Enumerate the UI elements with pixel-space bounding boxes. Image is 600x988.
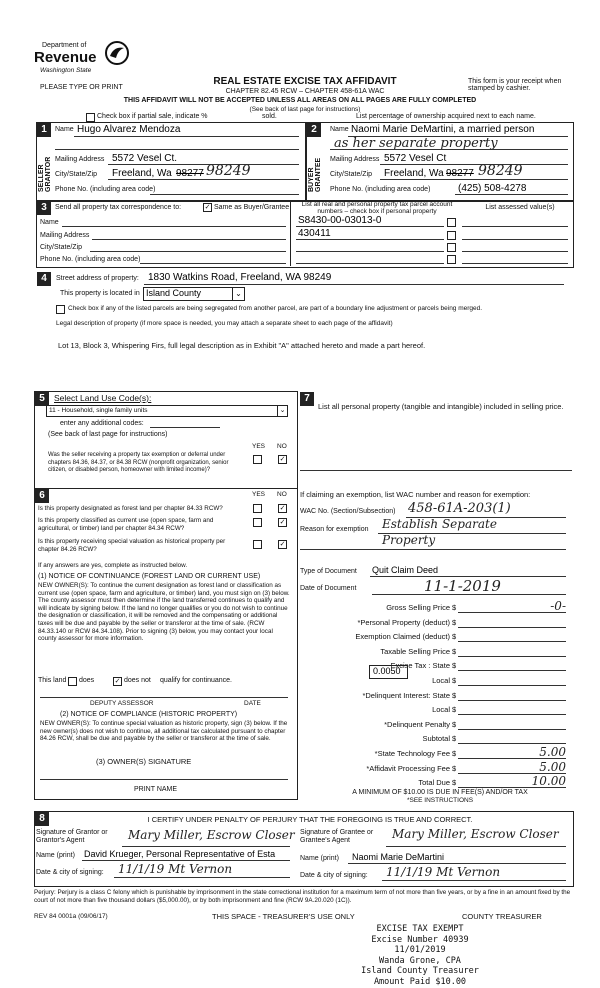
fee-row-dollar: $ bbox=[452, 691, 457, 700]
sold-label: sold. bbox=[262, 113, 277, 120]
fee-row-label: Gross Selling Price bbox=[386, 603, 450, 612]
s6-q2-yes[interactable] bbox=[253, 518, 262, 527]
deputy-date-label: DATE bbox=[244, 700, 261, 707]
form-number: REV 84 0001a (09/06/17) bbox=[34, 913, 108, 920]
s3-mailing-line bbox=[92, 239, 286, 240]
seller-name-line bbox=[74, 136, 299, 137]
s5-question: Was the seller receiving a property tax exemption or deferral under chapters 84.36, 84.37, or 84.38 RCW (nonprofit organization, senior citizen, or disabled person, homeowner with limited income)? bbox=[48, 452, 229, 473]
fee-row-dollar: $ bbox=[452, 603, 457, 612]
seller-zip-hand: 98249 bbox=[206, 163, 251, 179]
wac-label: WAC No. (Section/Subsection) bbox=[300, 508, 396, 515]
land-does-not-checkbox[interactable]: ✓ bbox=[114, 678, 121, 685]
qualify-label: qualify for continuance. bbox=[160, 677, 232, 684]
certify: I CERTIFY UNDER PENALTY OF PERJURY THAT THE FOREGOING IS TRUE AND CORRECT. bbox=[147, 815, 473, 824]
fee-row-dollar: $ bbox=[452, 734, 457, 743]
buyer-mailing-label: Mailing Address bbox=[330, 156, 380, 163]
fee-row-value[interactable]: -0- bbox=[550, 599, 566, 613]
stamp-line: EXCISE TAX EXEMPT bbox=[376, 924, 464, 934]
buyer-phone-label: Phone No. (including area code) bbox=[330, 186, 431, 193]
section-4-badge: 4 bbox=[37, 272, 51, 286]
dor-logo-icon bbox=[104, 40, 130, 66]
s6-yes: YES bbox=[252, 491, 266, 498]
fee-row-dollar: $ bbox=[452, 632, 457, 641]
grantor-sig-label: Signature of Grantor or Grantor's Agent bbox=[36, 829, 108, 844]
fee-row-dollar: $ bbox=[452, 749, 457, 758]
seller-mailing-label: Mailing Address bbox=[55, 156, 105, 163]
s6-q2: Is this property classified as current use (open space, farm and agricultural, or timber) land per chapter 84.34 RCW? bbox=[38, 517, 214, 532]
fee-row-label: Local bbox=[432, 705, 450, 714]
list-pct-label: List percentage of ownership acquired next to each name. bbox=[356, 113, 536, 120]
additional-codes-line bbox=[150, 427, 220, 428]
grantee-date-line bbox=[382, 880, 566, 881]
stamp-line: Island County Treasurer bbox=[361, 966, 479, 976]
stamp-line: Wanda Grone, CPA bbox=[379, 955, 461, 966]
fee-row-dollar: $ bbox=[452, 720, 457, 729]
not-accepted: THIS AFFIDAVIT WILL NOT BE ACCEPTED UNLESS ALL AREAS ON ALL PAGES ARE FULLY COMPLETED bbox=[123, 97, 477, 104]
reason-label: Reason for exemption bbox=[300, 526, 369, 533]
fee-row-dollar: $ bbox=[452, 764, 457, 773]
s3-city-label: City/State/Zip bbox=[40, 244, 83, 251]
s3-divider bbox=[290, 200, 291, 266]
form-title: REAL ESTATE EXCISE TAX AFFIDAVIT bbox=[213, 76, 397, 87]
land-use-select[interactable] bbox=[46, 405, 288, 417]
fee-row-line bbox=[458, 627, 566, 628]
segregated-checkbox[interactable] bbox=[56, 305, 65, 314]
owner-signature-label: (3) OWNER(S) SIGNATURE bbox=[96, 757, 192, 766]
assessed-header: List assessed value(s) bbox=[485, 204, 555, 211]
seller-city[interactable]: Freeland, Wa bbox=[112, 168, 172, 179]
s6-q1: Is this property designated as forest land per chapter 84.33 RCW? bbox=[38, 505, 223, 512]
fee-row-label: Total Due bbox=[418, 778, 450, 787]
send-label: Send all property tax correspondence to: bbox=[55, 204, 182, 211]
s3-name-label: Name bbox=[40, 219, 59, 226]
notice1-body: NEW OWNER(S): To continue the current designation as forest land or classification as current use (open space, farm and agriculture, or timber) land, you must sign on (3) below. The county assessor must then determine if the land transferred continues to qualify and will indicate by signing below. If the land no longer qualifies or you do not wish to continue the designation or classification, it will be removed and the compensating or additional taxes will be due and payable by the seller or transferor at the time of sale. (RCW 84.33.140 or RCW 84.34.108). Prior to signing (3) below, you may contact your local county assessor for more information. bbox=[38, 582, 290, 643]
s3-mailing-label: Mailing Address bbox=[40, 232, 90, 239]
chevron-down-icon: ⌄ bbox=[232, 288, 244, 300]
seller-name-line-2 bbox=[55, 149, 299, 150]
buyer-name-hand: as her separate property bbox=[334, 136, 498, 151]
buyer-name[interactable]: Naomi Marie DeMartini, a married person bbox=[351, 124, 535, 135]
assessed-line-2 bbox=[462, 239, 568, 240]
s6-if-yes: If any answers are yes, complete as instructed below. bbox=[38, 562, 188, 569]
fee-row-value[interactable]: 10.00 bbox=[531, 774, 566, 788]
land-does-label: does bbox=[79, 677, 95, 684]
grantor-sig-line bbox=[122, 846, 290, 847]
perjury-note: Perjury: Perjury is a class C felony which is punishable by imprisonment in the state correctional institution for a maximum term of not more than five years, or by a fine in an amount fixed by the court of not more than five thousand dollars ($5,000.00), or by both imprisonment and fine (RCW 9A.20.020 (1C)). bbox=[34, 889, 571, 904]
fee-row-label: Taxable Selling Price bbox=[380, 647, 450, 656]
doc-type[interactable]: Quit Claim Deed bbox=[372, 565, 439, 575]
doc-date[interactable]: 11-1-2019 bbox=[424, 577, 501, 595]
seller-vertical-label: SELLER GRANTOR bbox=[38, 156, 52, 192]
grantee-name[interactable]: Naomi Marie DeMartini bbox=[352, 852, 445, 862]
fee-row-line bbox=[458, 670, 566, 671]
parcel-line-2 bbox=[296, 239, 444, 240]
buyer-mailing[interactable]: 5572 Vesel Ct bbox=[384, 153, 447, 164]
buyer-city-label: City/State/Zip bbox=[330, 171, 373, 178]
located-label: This property is located in bbox=[60, 290, 140, 297]
fee-row-dollar: $ bbox=[452, 647, 457, 656]
form-chapter: CHAPTER 82.45 RCW – CHAPTER 458-61A WAC bbox=[225, 88, 385, 95]
seller-zip-struck: 98277 bbox=[176, 168, 204, 179]
land-does-checkbox[interactable] bbox=[68, 677, 77, 686]
grantee-sig-line bbox=[386, 846, 566, 847]
s6-q1-no[interactable]: ✓ bbox=[279, 505, 286, 512]
grantor-name-label: Name (print) bbox=[36, 852, 75, 859]
doc-type-label: Type of Document bbox=[300, 568, 357, 575]
s5-see-back: (See back of last page for instructions) bbox=[48, 431, 168, 438]
legal-label: Legal description of property (if more space is needed, you may attach a separate sheet to each page of the affidavit) bbox=[56, 320, 393, 327]
fee-row-line bbox=[458, 641, 566, 642]
see-back: (See back of last page for instructions) bbox=[249, 106, 361, 113]
notice1-title: (1) NOTICE OF CONTINUANCE (FOREST LAND OR CURRENT USE) bbox=[38, 573, 261, 580]
rate-box[interactable] bbox=[369, 665, 408, 679]
buyer-name-line-2 bbox=[330, 149, 568, 150]
dor-dept-big: Revenue bbox=[34, 49, 97, 66]
fee-row-label: Excise Tax : State bbox=[390, 661, 450, 670]
buyer-vertical-label: BUYER GRANTEE bbox=[308, 157, 322, 192]
fee-row-line bbox=[458, 685, 566, 686]
fee-row-dollar: $ bbox=[452, 618, 457, 627]
fee-row-label: *Personal Property (deduct) bbox=[357, 618, 450, 627]
buyer-phone-line bbox=[455, 194, 568, 195]
parcel-line-3 bbox=[296, 251, 444, 252]
grantee-date[interactable]: 11/1/19 Mt Vernon bbox=[386, 865, 501, 879]
fee-row-dollar: $ bbox=[452, 778, 457, 787]
s6-q3-yes[interactable] bbox=[253, 540, 262, 549]
treasurer-stamp bbox=[345, 924, 495, 987]
fee-row-line bbox=[458, 743, 566, 744]
partial-sale-checkbox[interactable] bbox=[86, 113, 95, 122]
parcel-header: List all real and personal property tax parcel account numbers – check box if personal property bbox=[301, 201, 453, 215]
s5-yes-checkbox[interactable] bbox=[253, 455, 262, 464]
s6-q1-yes[interactable] bbox=[253, 504, 262, 513]
grantee-name-line bbox=[348, 863, 566, 864]
parcel-1[interactable]: S8430-00-03013-0 bbox=[298, 215, 382, 226]
grantor-date[interactable]: 11/1/19 Mt Vernon bbox=[118, 862, 233, 876]
see-instructions: *SEE INSTRUCTIONS bbox=[406, 797, 474, 804]
same-as-buyer-checkbox[interactable]: ✓ bbox=[204, 204, 211, 211]
parcel-4-checkbox[interactable] bbox=[447, 255, 456, 264]
section-7-badge: 7 bbox=[300, 392, 314, 406]
parcel-line-4 bbox=[296, 263, 444, 264]
segregated-label: Check box if any of the listed parcels are being segregated from another parcel, are part of a boundary line adjustment or parcels being merged. bbox=[68, 305, 483, 312]
county-select[interactable] bbox=[143, 287, 245, 301]
exemption-label: If claiming an exemption, list WAC number and reason for exemption: bbox=[300, 490, 531, 499]
print-name-label: PRINT NAME bbox=[134, 786, 178, 793]
s6-no: NO bbox=[277, 491, 287, 498]
fee-row-dollar: $ bbox=[452, 676, 457, 685]
this-land-label: This land bbox=[38, 677, 67, 684]
reason-line bbox=[378, 533, 566, 534]
seller-mailing[interactable]: 5572 Vesel Ct. bbox=[112, 153, 178, 164]
parcel-2[interactable]: 430411 bbox=[298, 228, 331, 239]
notice2-body: NEW OWNER(S): To continue special valuation as historic property, sign (3) below. If the new owner(s) does not wish to continue, all additional tax calculated pursuant to chapter 84.26 RCW, shall be due and payable by the seller or transferor at the time of sale. bbox=[40, 720, 288, 742]
seller-name[interactable]: Hugo Alvarez Mendoza bbox=[77, 124, 181, 135]
assessed-line-4 bbox=[462, 263, 568, 264]
partial-sale-label: Check box if partial sale, indicate % bbox=[97, 113, 208, 120]
fee-row-label: Exemption Claimed (deduct) bbox=[355, 632, 450, 641]
fee-row-value[interactable]: 5.00 bbox=[539, 745, 566, 759]
wac-value[interactable]: 458-61A-203(1) bbox=[408, 501, 511, 516]
land-use-label: Select Land Use Code(s): bbox=[54, 393, 152, 403]
parcel-line-1 bbox=[296, 226, 444, 227]
owner-signature-line bbox=[40, 779, 288, 780]
fee-row-line bbox=[458, 656, 566, 657]
doc-date-line bbox=[372, 594, 566, 595]
section-3-badge: 3 bbox=[37, 201, 51, 215]
fee-row-label: *Affidavit Processing Fee bbox=[366, 764, 450, 773]
parcel-1-checkbox[interactable] bbox=[447, 218, 456, 227]
section-8-badge: 8 bbox=[35, 812, 49, 826]
personal-property-label: List all personal property (tangible and intangible) included in selling price. bbox=[318, 402, 564, 411]
treasurer-only: THIS SPACE - TREASURER'S USE ONLY bbox=[212, 912, 355, 921]
seller-mailing-line bbox=[108, 164, 299, 165]
rate-value: 0.0050 bbox=[373, 666, 401, 676]
buyer-mailing-line bbox=[380, 164, 568, 165]
fee-row-dollar: $ bbox=[452, 705, 457, 714]
s6-q2-no[interactable]: ✓ bbox=[279, 519, 286, 526]
street-line bbox=[144, 284, 564, 285]
county-treasurer: COUNTY TREASURER bbox=[462, 912, 542, 921]
seller-city-line bbox=[108, 179, 299, 180]
stamp-line: Amount Paid $10.00 bbox=[373, 976, 467, 987]
stamp-line: 11/01/2019 bbox=[394, 945, 446, 955]
county-value: Island County bbox=[146, 288, 202, 298]
grantee-name-label: Name (print) bbox=[300, 855, 339, 862]
parcel-3-checkbox[interactable] bbox=[447, 243, 456, 252]
buyer-city-line bbox=[380, 179, 568, 180]
grantee-signature[interactable]: Mary Miller, Escrow Closer bbox=[392, 827, 559, 841]
s5-no-checkbox[interactable]: ✓ bbox=[279, 456, 286, 463]
reason-line-2 bbox=[300, 549, 566, 550]
deputy-label: DEPUTY ASSESSOR bbox=[90, 700, 154, 707]
notice2-title: (2) NOTICE OF COMPLIANCE (HISTORIC PROPERTY) bbox=[60, 711, 238, 718]
receipt-note: This form is your receipt when stamped by cashier. bbox=[468, 78, 562, 92]
doc-date-label: Date of Document bbox=[300, 585, 357, 592]
fee-row-dollar: $ bbox=[452, 661, 457, 670]
same-as-buyer-label: Same as Buyer/Grantee bbox=[214, 204, 290, 211]
buyer-name-label: Name bbox=[330, 126, 349, 133]
section-6-badge: 6 bbox=[35, 489, 49, 503]
grantor-date-line bbox=[114, 877, 290, 878]
fee-row-line bbox=[458, 714, 566, 715]
buyer-zip-hand: 98249 bbox=[478, 163, 523, 179]
seller-phone-line bbox=[150, 194, 299, 195]
grantor-signature[interactable]: Mary Miller, Escrow Closer bbox=[128, 828, 295, 842]
buyer-phone[interactable]: (425) 508-4278 bbox=[458, 183, 527, 194]
fee-row-label: Subtotal bbox=[422, 734, 450, 743]
s3-phone-label: Phone No. (including area code) bbox=[40, 256, 141, 263]
s5-no: NO bbox=[277, 443, 287, 450]
assessed-line-3 bbox=[462, 251, 568, 252]
s3-name-line bbox=[62, 226, 286, 227]
parcel-2-checkbox[interactable] bbox=[447, 231, 456, 240]
seller-city-label: City/State/Zip bbox=[55, 171, 98, 178]
assessed-line-1 bbox=[462, 226, 568, 227]
s3-phone-line bbox=[140, 263, 286, 264]
grantee-date-label: Date & city of signing: bbox=[300, 872, 368, 879]
street-address[interactable]: 1830 Watkins Road, Freeland, WA 98249 bbox=[148, 272, 332, 283]
seller-name-label: Name bbox=[55, 126, 74, 133]
stamp-line: Excise Number 40939 bbox=[371, 934, 469, 945]
street-label: Street address of property: bbox=[56, 275, 139, 282]
grantor-name[interactable]: David Krueger, Personal Representative of Esta bbox=[84, 849, 276, 859]
s3-city-line bbox=[90, 251, 286, 252]
grantor-date-label: Date & city of signing: bbox=[36, 869, 104, 876]
fee-row-line bbox=[458, 729, 566, 730]
dor-logo bbox=[30, 42, 130, 86]
grantor-name-line bbox=[82, 860, 290, 861]
seller-phone-label: Phone No. (including area code) bbox=[55, 186, 156, 193]
fee-row-label: *Delinquent Penalty bbox=[384, 720, 450, 729]
section-5-badge: 5 bbox=[35, 392, 49, 406]
deputy-line bbox=[40, 697, 288, 698]
s6-q3-no[interactable]: ✓ bbox=[279, 541, 286, 548]
minimum-note: A MINIMUM OF $10.00 IS DUE IN FEE(S) AND/OR TAX bbox=[352, 789, 528, 796]
fee-row-label: Local bbox=[432, 676, 450, 685]
land-does-not-label: does not bbox=[124, 677, 151, 684]
section-2-badge: 2 bbox=[307, 123, 321, 137]
buyer-city[interactable]: Freeland, Wa bbox=[384, 168, 444, 179]
legal-description[interactable]: Lot 13, Block 3, Whispering Firs, full legal description as in Exhibit "A" attached hereto and made a part hereof. bbox=[58, 341, 426, 350]
dor-state: Washington State bbox=[40, 67, 92, 74]
section-1-badge: 1 bbox=[37, 123, 51, 137]
dor-dept-small: Department of bbox=[42, 42, 87, 49]
fee-row-label: *State Technology Fee bbox=[374, 749, 450, 758]
fee-row-line bbox=[458, 700, 566, 701]
grantee-sig-label: Signature of Grantee or Grantee's Agent bbox=[300, 829, 374, 844]
section-6 bbox=[34, 488, 298, 800]
fee-row-label: *Delinquent Interest: State bbox=[362, 691, 450, 700]
fee-row-value[interactable]: 5.00 bbox=[539, 760, 566, 774]
s6-q3: Is this property receiving special valuation as historical property per chapter 84.26 RCW? bbox=[38, 538, 226, 553]
land-use-value: 11 - Household, single family units bbox=[49, 407, 148, 414]
reason-value[interactable]: Establish Separate Property bbox=[382, 517, 497, 547]
please-type: PLEASE TYPE OR PRINT bbox=[40, 84, 123, 91]
chevron-down-icon: ⌄ bbox=[277, 406, 287, 416]
buyer-zip-struck: 98277 bbox=[446, 168, 474, 179]
s5-yes: YES bbox=[252, 443, 266, 450]
additional-codes: enter any additional codes: bbox=[60, 420, 144, 427]
personal-property-line bbox=[300, 470, 572, 471]
